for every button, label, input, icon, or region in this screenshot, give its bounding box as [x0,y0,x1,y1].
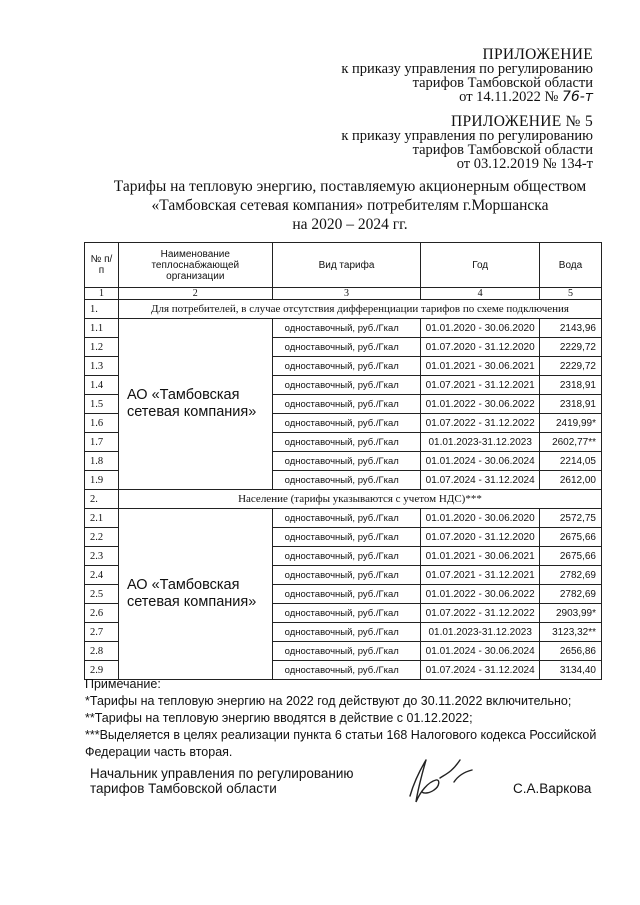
tariff-period: 01.07.2020 - 31.12.2020 [421,338,540,357]
tariff-period: 01.01.2023-31.12.2023 [421,433,540,452]
tariff-type: одноставочный, руб./Гкал [272,395,421,414]
tariff-value: 2419,99* [540,414,602,433]
tariff-type: одноставочный, руб./Гкал [272,414,421,433]
tariff-value: 2656,86 [540,642,602,661]
row-number: 2.3 [85,547,119,566]
row-number: 1.5 [85,395,119,414]
tariff-type: одноставочный, руб./Гкал [272,623,421,642]
row-number: 2.4 [85,566,119,585]
tariff-type: одноставочный, руб./Гкал [272,433,421,452]
header-organization: Наименование теплоснабжающей организации [118,243,272,288]
row-number: 1.1 [85,319,119,338]
tariff-period: 01.01.2021 - 30.06.2021 [421,547,540,566]
organization-name: АО «Тамбовская сетевая компания» [118,509,272,680]
row-number: 1.6 [85,414,119,433]
col-index: 1 [85,288,119,300]
tariff-period: 01.01.2022 - 30.06.2022 [421,585,540,604]
signatory-position [90,766,354,796]
tariff-period: 01.07.2024 - 31.12.2024 [421,661,540,680]
tariff-value: 3134,40 [540,661,602,680]
tariff-period: 01.01.2024 - 30.06.2024 [421,642,540,661]
table-header-row [85,243,602,288]
note-item: ***Выделяется в целях реализации пункта 6 статьи 168 Налогового кодекса Российской Федерации часть вторая. [85,728,597,759]
row-number: 2.2 [85,528,119,547]
col-index: 4 [421,288,540,300]
tariff-type: одноставочный, руб./Гкал [272,642,421,661]
note-item: *Тарифы на тепловую энергию на 2022 год действуют до 30.11.2022 включительно; [85,694,572,708]
tariff-period: 01.01.2020 - 30.06.2020 [421,509,540,528]
tariff-type: одноставочный, руб./Гкал [272,452,421,471]
section-title: Для потребителей, в случае отсутствия дифференциации тарифов по схеме подключения [118,300,601,319]
section-title: Население (тарифы указываются с учетом НДС)*** [118,490,601,509]
appendix-order-line1: к приказу управления по регулированию [341,61,593,77]
tariff-period: 01.07.2022 - 31.12.2022 [421,414,540,433]
appendix-order-line2: тарифов Тамбовской области [412,75,593,91]
row-number: 1.4 [85,376,119,395]
position-line1: Начальник управления по регулированию [90,766,354,781]
row-number: 1.8 [85,452,119,471]
tariff-value: 2782,69 [540,585,602,604]
tariff-type: одноставочный, руб./Гкал [272,566,421,585]
section-row [85,300,602,319]
tariff-period: 01.07.2021 - 31.12.2021 [421,376,540,395]
appendix5-line3: от 03.12.2019 № 134-т [456,156,593,172]
tariff-period: 01.01.2020 - 30.06.2020 [421,319,540,338]
tariff-value: 2602,77** [540,433,602,452]
appendix-header-original [341,115,593,171]
title-line1: Тарифы на тепловую энергию, поставляемую акционерным обществом [113,178,587,195]
tariff-value: 2903,99* [540,604,602,623]
tariff-value: 2782,69 [540,566,602,585]
table-row [85,509,602,528]
title-line3: на 2020 – 2024 гг. [292,216,408,233]
title-line2: «Тамбовская сетевая компания» потребителям г.Моршанска [151,197,549,214]
header-water: Вода [540,243,602,288]
section-number: 2. [85,490,119,509]
appendix-order-line3 [341,90,593,104]
appendix5-line2: тарифов Тамбовской области [412,142,593,158]
tariff-period: 01.01.2022 - 30.06.2022 [421,395,540,414]
tariff-value: 2675,66 [540,547,602,566]
tariff-period: 01.07.2020 - 31.12.2020 [421,528,540,547]
tariff-type: одноставочный, руб./Гкал [272,661,421,680]
tariff-type: одноставочный, руб./Гкал [272,376,421,395]
handwritten-order-number: 76-т [561,89,593,105]
organization-name: АО «Тамбовская сетевая компания» [118,319,272,490]
appendix5-line1: к приказу управления по регулированию [341,128,593,144]
tariff-type: одноставочный, руб./Гкал [272,338,421,357]
header-tariff-type: Вид тарифа [272,243,421,288]
signer-name: С.А.Варкова [513,781,592,796]
header-period: Год [421,243,540,288]
tariff-value: 2318,91 [540,395,602,414]
tariff-period: 01.07.2022 - 31.12.2022 [421,604,540,623]
tariff-value: 2229,72 [540,338,602,357]
col-index: 2 [118,288,272,300]
tariff-value: 2229,72 [540,357,602,376]
tariff-period: 01.07.2024 - 31.12.2024 [421,471,540,490]
section-row [85,490,602,509]
order-date-prefix: от 14.11.2022 № [459,89,559,105]
row-number: 1.3 [85,357,119,376]
tariff-type: одноставочный, руб./Гкал [272,471,421,490]
tariff-type: одноставочный, руб./Гкал [272,547,421,566]
note-item: **Тарифы на тепловую энергию вводятся в действие с 01.12.2022; [85,711,473,725]
row-number: 1.2 [85,338,119,357]
row-number: 1.9 [85,471,119,490]
tariff-period: 01.01.2023-31.12.2023 [421,623,540,642]
row-number: 1.7 [85,433,119,452]
tariff-type: одноставочный, руб./Гкал [272,509,421,528]
tariff-value: 2612,00 [540,471,602,490]
appendix-header-current [341,48,593,104]
row-number: 2.8 [85,642,119,661]
tariff-value: 2214,05 [540,452,602,471]
tariff-table [84,242,602,680]
tariff-type: одноставочный, руб./Гкал [272,319,421,338]
section-number: 1. [85,300,119,319]
tariff-value: 3123,32** [540,623,602,642]
col-index: 3 [272,288,421,300]
tariff-value: 2318,91 [540,376,602,395]
row-number: 2.7 [85,623,119,642]
appendix-title: ПРИЛОЖЕНИЕ [482,46,593,63]
tariff-period: 01.01.2024 - 30.06.2024 [421,452,540,471]
tariff-value: 2675,66 [540,528,602,547]
column-index-row [85,288,602,300]
row-number: 2.9 [85,661,119,680]
tariff-value: 2143,96 [540,319,602,338]
tariff-type: одноставочный, руб./Гкал [272,357,421,376]
header-number: № п/п [85,243,119,288]
notes-heading: Примечание: [85,677,161,691]
table-row [85,319,602,338]
appendix5-title: ПРИЛОЖЕНИЕ № 5 [450,113,593,130]
row-number: 2.5 [85,585,119,604]
position-line2: тарифов Тамбовской области [90,781,277,796]
notes [85,676,615,761]
signature-icon [396,752,476,808]
tariff-type: одноставочный, руб./Гкал [272,528,421,547]
row-number: 2.6 [85,604,119,623]
tariff-value: 2572,75 [540,509,602,528]
tariff-type: одноставочный, руб./Гкал [272,604,421,623]
row-number: 2.1 [85,509,119,528]
document-title [90,177,610,234]
tariff-period: 01.07.2021 - 31.12.2021 [421,566,540,585]
tariff-type: одноставочный, руб./Гкал [272,585,421,604]
col-index: 5 [540,288,602,300]
tariff-period: 01.01.2021 - 30.06.2021 [421,357,540,376]
